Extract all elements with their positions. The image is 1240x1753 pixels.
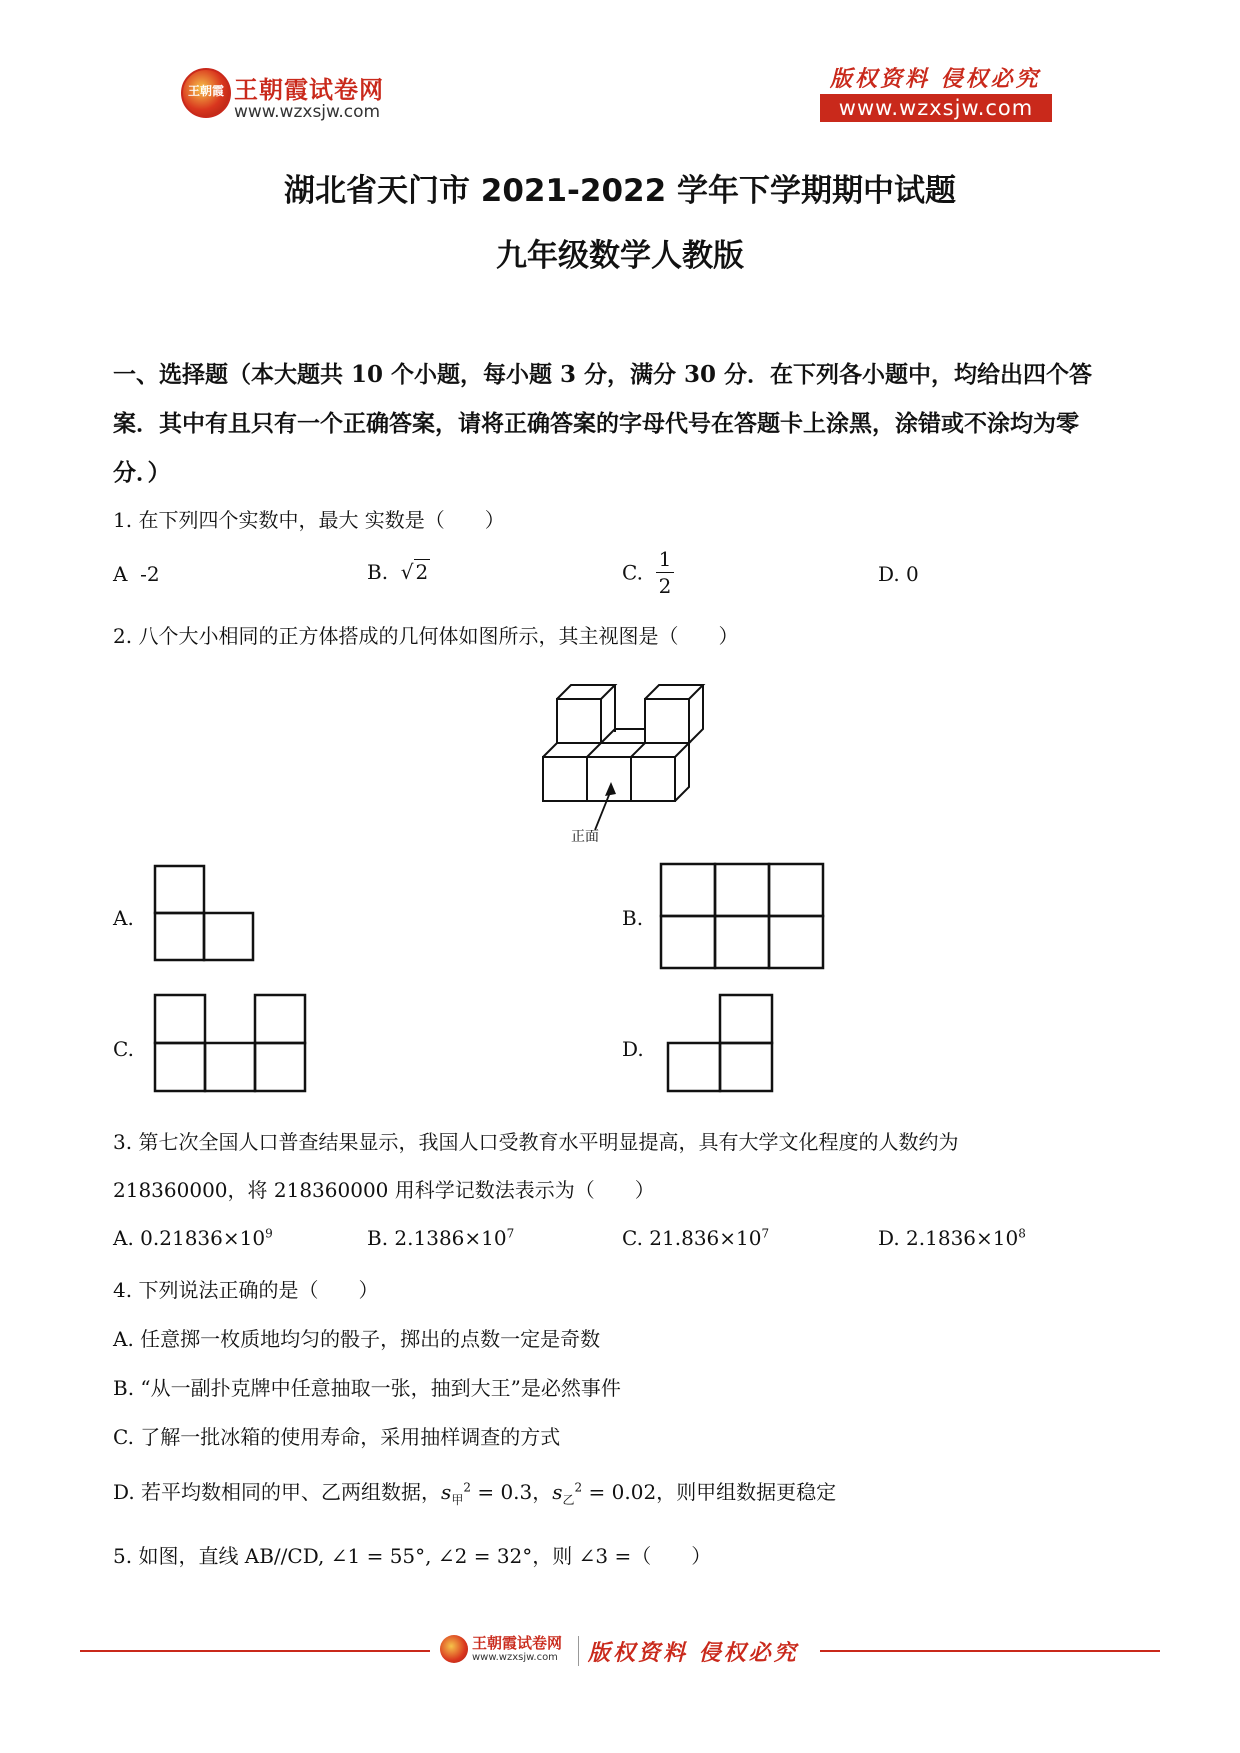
q1-option-a [113, 562, 160, 586]
question-3-stem-line2: 218360000，将 218360000 用科学记数法表示为（ ） [113, 1178, 655, 1202]
q3-option-b-exp: 7 [506, 1226, 515, 1241]
q2-option-c-label: C. [113, 1037, 134, 1061]
footer-separator [578, 1636, 579, 1666]
variance-sub: 乙 [562, 1493, 575, 1507]
footer-logo-icon [440, 1635, 468, 1663]
q3-option-c [622, 1226, 769, 1250]
q2-option-a-label: A. [113, 906, 134, 930]
footer-logo-name: 王朝霞试卷网 [472, 1634, 563, 1652]
q2-option-b-figure [659, 862, 825, 972]
logo-url: www.wzxsjw.com [234, 102, 381, 122]
q1-option-b-label: B. [367, 560, 389, 584]
question-2-stem: 2. 八个大小相同的正方体搭成的几何体如图所示，其主视图是（ ） [113, 624, 739, 648]
question-1-stem: 1. 在下列四个实数中，最大 实数是（ ） [113, 508, 505, 532]
q4-option-d-suffix: 则甲组数据更稳定 [676, 1480, 837, 1504]
q3-option-a-base: A. 0.21836×10 [113, 1226, 266, 1250]
q2-option-d-figure [666, 993, 776, 1097]
page-subtitle: 九年级数学人教版 [496, 238, 744, 274]
footer-logo-url: www.wzxsjw.com [472, 1652, 558, 1663]
variance-value: = 0.3， [470, 1480, 553, 1504]
q1-option-c [622, 546, 674, 599]
section-heading: 一、选择题（本大题共 10 个小题，每小题 3 分，满分 30 分．在下列各小题中，均给出四个答案．其中有且只有一个正确答案，请将正确答案的字母代号在答题卡上涂黑，涂错或不涂均为零分．） [113, 361, 1093, 486]
question-3-stem-line1: 3. 第七次全国人口普查结果显示，我国人口受教育水平明显提高，具有大学文化程度的人数约为 [113, 1130, 959, 1154]
logo-badge-text: 王朝霞 [187, 84, 224, 98]
q2-option-b-label: B. [622, 906, 644, 930]
footer-divider-right [820, 1650, 1160, 1652]
footer-divider-left [80, 1650, 430, 1652]
question-4-stem: 4. 下列说法正确的是（ ） [113, 1278, 379, 1302]
fraction-denominator: 2 [658, 574, 672, 598]
q1-option-b [367, 560, 430, 584]
q1-option-b-value: 2 [415, 560, 429, 584]
copyright-slogan: 版权资料 侵权必究 [830, 66, 1041, 92]
variance-sup: 2 [574, 1480, 583, 1495]
variance-sup: 2 [463, 1480, 471, 1495]
q4-option-b: B. “从一副扑克牌中任意抽取一张，抽到大王”是必然事件 [113, 1376, 621, 1400]
url-box: www.wzxsjw.com [820, 94, 1052, 122]
q4-option-d [113, 1476, 836, 1508]
q1-option-c-label: C. [622, 560, 643, 585]
page-title: 湖北省天门市 2021-2022 学年下学期期中试题 [283, 173, 956, 209]
q3-option-b [367, 1226, 514, 1250]
q3-option-d-base: D. 2.1836×10 [878, 1226, 1019, 1250]
fraction-numerator: 1 [656, 546, 675, 573]
footer-slogan: 版权资料 侵权必究 [588, 1640, 799, 1666]
q1-option-d: D. 0 [878, 562, 919, 586]
q1-option-a-value: -2 [140, 562, 160, 586]
q3-option-b-base: B. 2.1386×10 [367, 1226, 507, 1250]
q4-option-a: A. 任意掷一枚质地均匀的骰子，掷出的点数一定是奇数 [113, 1327, 601, 1351]
q3-option-d [878, 1226, 1026, 1250]
q3-option-c-base: C. 21.836×10 [622, 1226, 762, 1250]
variance-sub: 甲 [451, 1493, 464, 1507]
q2-option-c-figure [153, 993, 308, 1097]
q4-option-d-prefix: D. 若平均数相同的甲、乙两组数据， [113, 1480, 442, 1504]
q2-option-d-label: D. [622, 1037, 644, 1061]
q3-option-a [113, 1226, 273, 1250]
q4-option-c: C. 了解一批冰箱的使用寿命，采用抽样调查的方式 [113, 1425, 561, 1449]
q3-option-c-exp: 7 [761, 1226, 770, 1241]
logo-badge-icon [181, 68, 231, 118]
variance-symbol: s [552, 1480, 563, 1504]
question-5-stem: 5. 如图，直线 AB//CD, ∠1 = 55°, ∠2 = 32°，则 ∠3 =（ ） [113, 1544, 712, 1568]
cube-figure [535, 670, 715, 845]
variance-symbol: s [441, 1480, 452, 1504]
variance-value: = 0.02， [582, 1480, 677, 1504]
sqrt-icon: √ 2 [400, 560, 429, 584]
q3-option-d-exp: 8 [1018, 1226, 1026, 1241]
q1-option-c-fraction [656, 546, 675, 599]
q1-option-a-label: A [113, 562, 128, 586]
figure-front-label: 正面 [571, 829, 599, 845]
q2-option-a-figure [153, 864, 255, 964]
logo-name: 王朝霞试卷网 [234, 76, 384, 104]
q3-option-a-exp: 9 [265, 1226, 273, 1241]
